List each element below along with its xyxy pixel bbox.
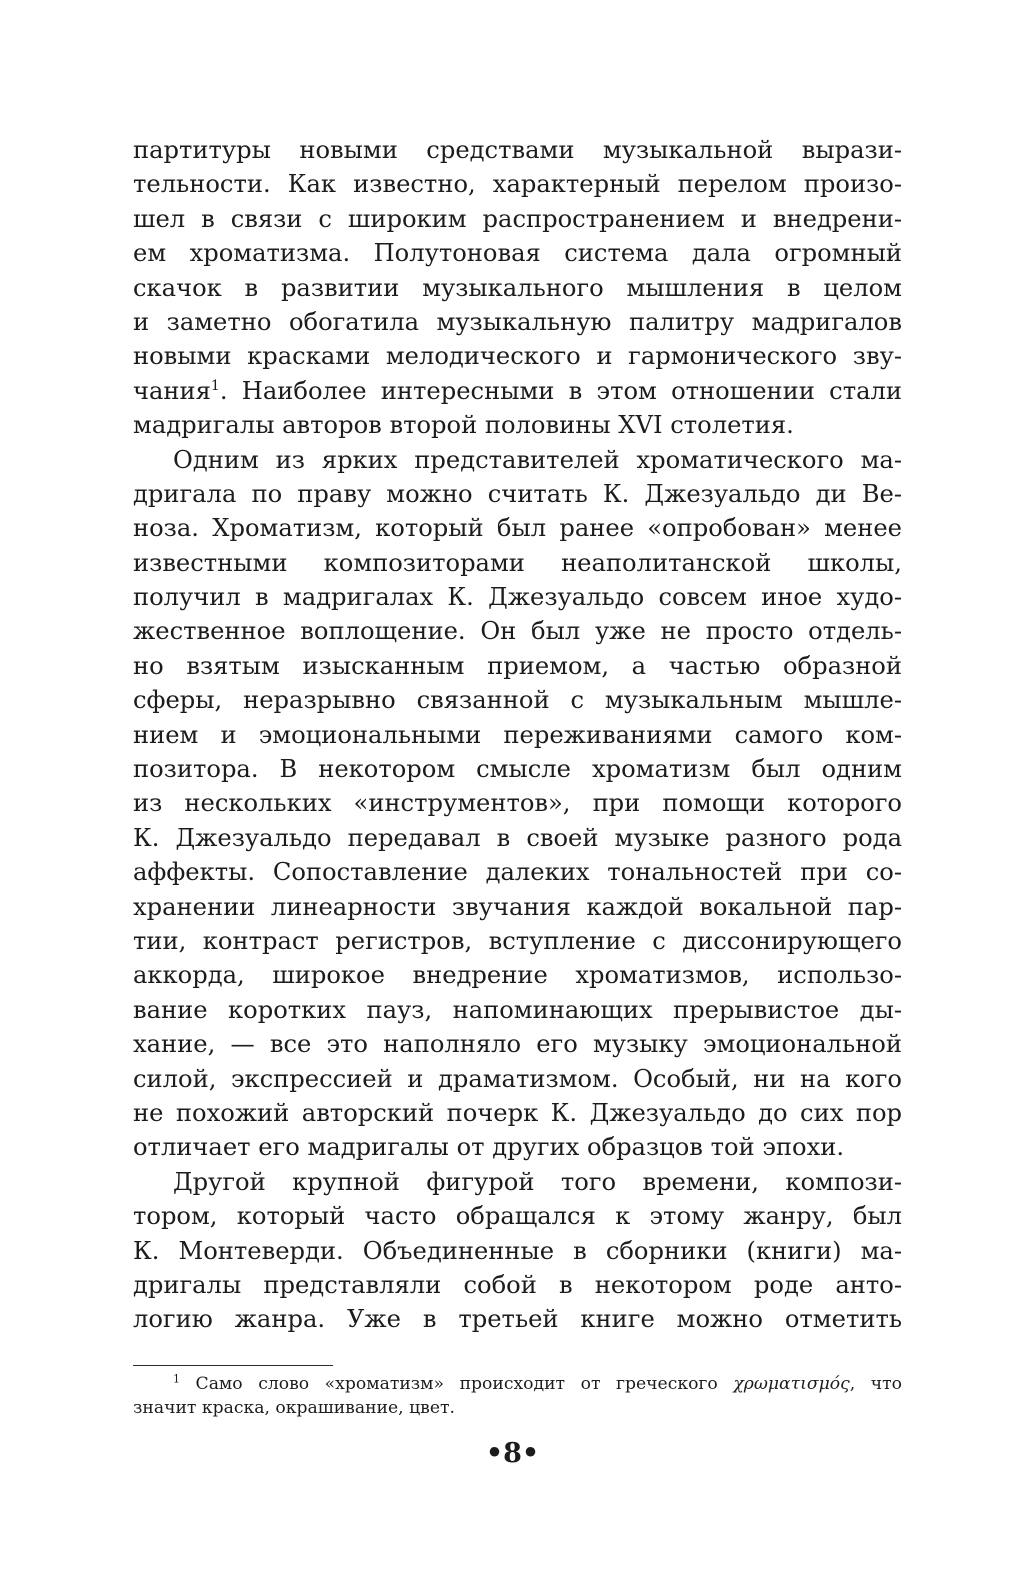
text-line: не похожий авторский почерк К. Джезуальдо до сих пор [133,1098,902,1127]
text-line-with-footnote-ref [133,374,902,408]
text-line: нием и эмоциональными переживаниями самого ком- [133,720,902,749]
text-line: мадригалы авторов второй половины XVI столетия. [133,411,794,440]
text-line: скачок в развитии музыкального мышления в целом [133,273,902,302]
text-fragment: чания [133,376,211,405]
text-line: жественное воплощение. Он был уже не просто отдель- [133,617,902,646]
text-line: Одним из ярких представителей хроматического ма- [173,445,902,474]
text-line: получил в мадригалах К. Джезуальдо совсем иное худо- [133,583,902,612]
text-line: тором, который часто обращался к этому жанру, был [133,1202,902,1231]
text-line: дригалы представляли собой в некотором роде анто- [133,1270,902,1299]
footnote-divider [133,1365,333,1366]
footnote-marker: 1 [173,1372,180,1386]
text-line: аффекты. Сопоставление далеких тональностей при со- [133,858,902,887]
text-line: вание коротких пауз, напоминающих прерывистое ды- [133,995,902,1024]
text-line: тии, контраст регистров, вступление с диссонирующего [133,926,902,955]
text-line: Другой крупной фигурой того времени, компози- [173,1167,902,1196]
text-line: но взятым изысканным приемом, а частью образной [133,651,902,680]
footnote-greek-word: χρωματισμός [733,1374,850,1394]
text-line: шел в связи с широким распространением и внедрени- [133,204,902,233]
text-line: отличает его мадригалы от других образцов той эпохи. [133,1133,845,1162]
footnote-line: значит краска, окрашивание, цвет. [133,1398,455,1418]
text-line: известными композиторами неаполитанской школы, [133,548,902,577]
footnote-line [133,1372,902,1396]
text-line: ноза. Хроматизм, который был ранее «опробован» менее [133,514,902,543]
text-line: хранении линеарности звучания каждой вокальной пар- [133,892,902,921]
text-line: и заметно обогатила музыкальную палитру мадригалов [133,307,902,336]
text-line: тельности. Как известно, характерный перелом произо- [133,170,902,199]
text-line: хание, — все это наполняло его музыку эмоциональной [133,1030,902,1059]
text-line: позитора. В некотором смысле хроматизм был одним [133,755,902,784]
text-line: из нескольких «инструментов», при помощи которого [133,789,902,818]
text-line: дригала по праву можно считать К. Джезуальдо ди Ве- [133,479,902,508]
text-line: ем хроматизма. Полутоновая система дала огромный [133,239,902,268]
footnote-text: , что [849,1374,902,1394]
text-line: силой, экспрессией и драматизмом. Особый, ни на кого [133,1064,902,1093]
text-line: сферы, неразрывно связанной с музыкальным мышле- [133,686,902,715]
text-fragment: . Наиболее интересными в этом отношении стали [219,376,902,405]
text-line: новыми красками мелодического и гармонического зву- [133,342,902,371]
footnote [133,1372,902,1420]
text-line: К. Монтеверди. Объединенные в сборники (книги) ма- [133,1236,902,1265]
text-line: логию жанра. Уже в третьей книге можно отметить [133,1305,902,1334]
text-line: аккорда, широкое внедрение хроматизмов, использо- [133,961,902,990]
footnote-text: Само слово «хроматизм» происходит от греческого [180,1374,734,1394]
page-number: •8• [485,1438,540,1469]
text-line: К. Джезуальдо передавал в своей музыке разного рода [133,823,902,852]
text-line: партитуры новыми средствами музыкальной вырази- [133,136,902,164]
main-text [133,133,902,1337]
footnote-ref[interactable]: 1 [210,377,220,394]
